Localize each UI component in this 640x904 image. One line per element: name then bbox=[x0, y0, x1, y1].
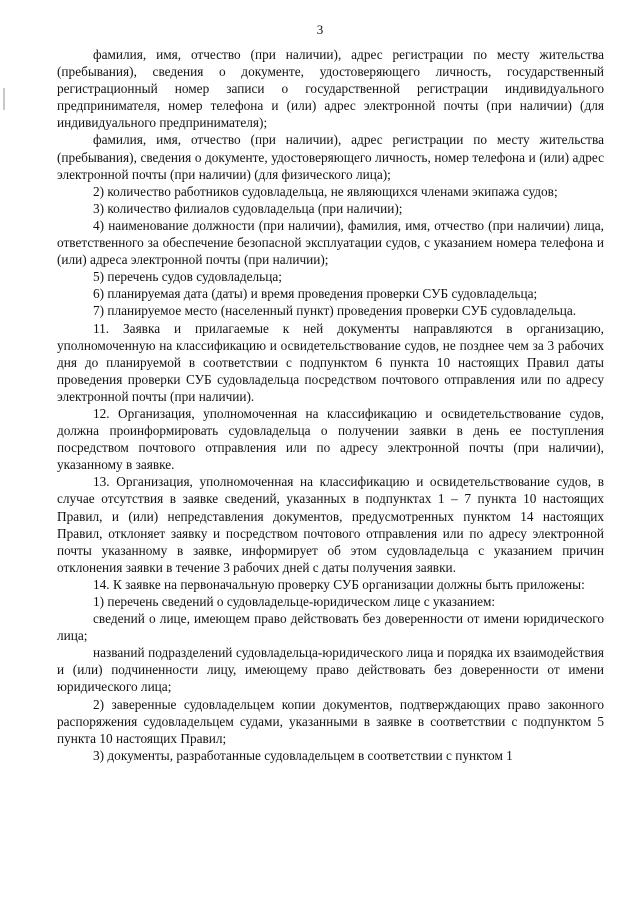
paragraph-clause-11: 11. Заявка и прилагаемые к ней документы направляются в организацию, уполномоченную на классификацию и освидетельствование судов, не позднее чем за 3 рабочих дня до планируемой в соответствии с подпунктом 6 пункта 10 настоящих Правил даты проведения проверки СУБ судовладельца посредством почтового отправления или по адресу электронной почты (при наличии). bbox=[57, 320, 604, 404]
scan-margin-mark bbox=[3, 88, 5, 110]
paragraph-clause-14-item-3: 3) документы, разработанные судовладельцем в соответствии с пунктом 1 bbox=[93, 747, 513, 763]
paragraph-clause-14-item-1: 1) перечень сведений о судовладельце-юридическом лице с указанием: bbox=[93, 594, 496, 609]
paragraph-item-2: 2) количество работников судовладельца, не являющихся членами экипажа судов; bbox=[93, 183, 558, 199]
paragraph-clause-13: 13. Организация, уполномоченная на классификацию и освидетельствование судов, в случае отсутствия в заявке сведений, указанных в подпунктах 1 – 7 пункта 10 настоящих Правил, и (или) непредставления документов, предусмотренных пунктом 14 настоящих Правил, отклоняет заявку и посредством почтового отправления или по адресу электронной почты указанному в заявке, информирует об этом судовладельца с указанием причин отклонения заявки в течение 3 рабочих дней с даты получения заявки. bbox=[57, 474, 604, 575]
paragraph-clause-14: 14. К заявке на первоначальную проверку СУБ организации должны быть приложены: bbox=[93, 576, 585, 592]
paragraph-individual-details: фамилия, имя, отчество (при наличии), адрес регистрации по месту жительства (пребывания), сведения о документе, удостоверяющего личность, номер телефона и (или) адрес электронной почты (при наличии) (для физического лица); bbox=[57, 132, 604, 182]
paragraph-item-5: 5) перечень судов судовладельца; bbox=[93, 269, 282, 285]
paragraph-clause-12: 12. Организация, уполномоченная на классификацию и освидетельствование судов, должна проинформировать судовладельца о получении заявки в день ее поступления посредством почтового отправления или по адресу электронной почты (при наличии), указанному в заявке. bbox=[57, 405, 604, 473]
paragraph-item-7: 7) планируемое место (населенный пункт) проведения проверки СУБ судовладельца. bbox=[93, 303, 577, 319]
paragraph-ip-details: фамилия, имя, отчество (при наличии), адрес регистрации по месту жительства (пребывания), сведения о документе, удостоверяющего личность, государственный регистрационный номер записи о государственной регистрации индивидуального предпринимателя, номер телефона и (или) адрес электронной почты (при наличии) (для индивидуального предпринимателя); bbox=[57, 47, 604, 131]
paragraph-subdivisions: названий подразделений судовладельца-юридического лица и порядка их взаимодействия и (или) подчиненности лицу, имеющему право действовать без доверенности от имени юридического лица; bbox=[57, 645, 604, 695]
paragraph-authorized-person: сведений о лице, имеющем право действовать без доверенности от имени юридического лица; bbox=[57, 611, 604, 644]
paragraph-item-3: 3) количество филиалов судовладельца (при наличии); bbox=[93, 200, 403, 216]
paragraph-clause-14-item-2: 2) заверенные судовладельцем копии документов, подтверждающих право законного распоряжения судовладельцем судами, указанными в заявке в соответствии с подпунктом 5 пункта 10 настоящих Правил; bbox=[57, 696, 604, 746]
paragraph-item-6: 6) планируемая дата (даты) и время проведения проверки СУБ судовладельца; bbox=[93, 286, 538, 302]
paragraph-item-4: 4) наименование должности (при наличии), фамилия, имя, отчество (при наличии) лица, ответственного за обеспечение безопасной эксплуатации судов, с указанием номера телефона и (или) адреса электронной почты (при наличии); bbox=[57, 217, 604, 268]
page-number: 3 bbox=[316, 22, 324, 37]
document-body bbox=[57, 46, 604, 764]
